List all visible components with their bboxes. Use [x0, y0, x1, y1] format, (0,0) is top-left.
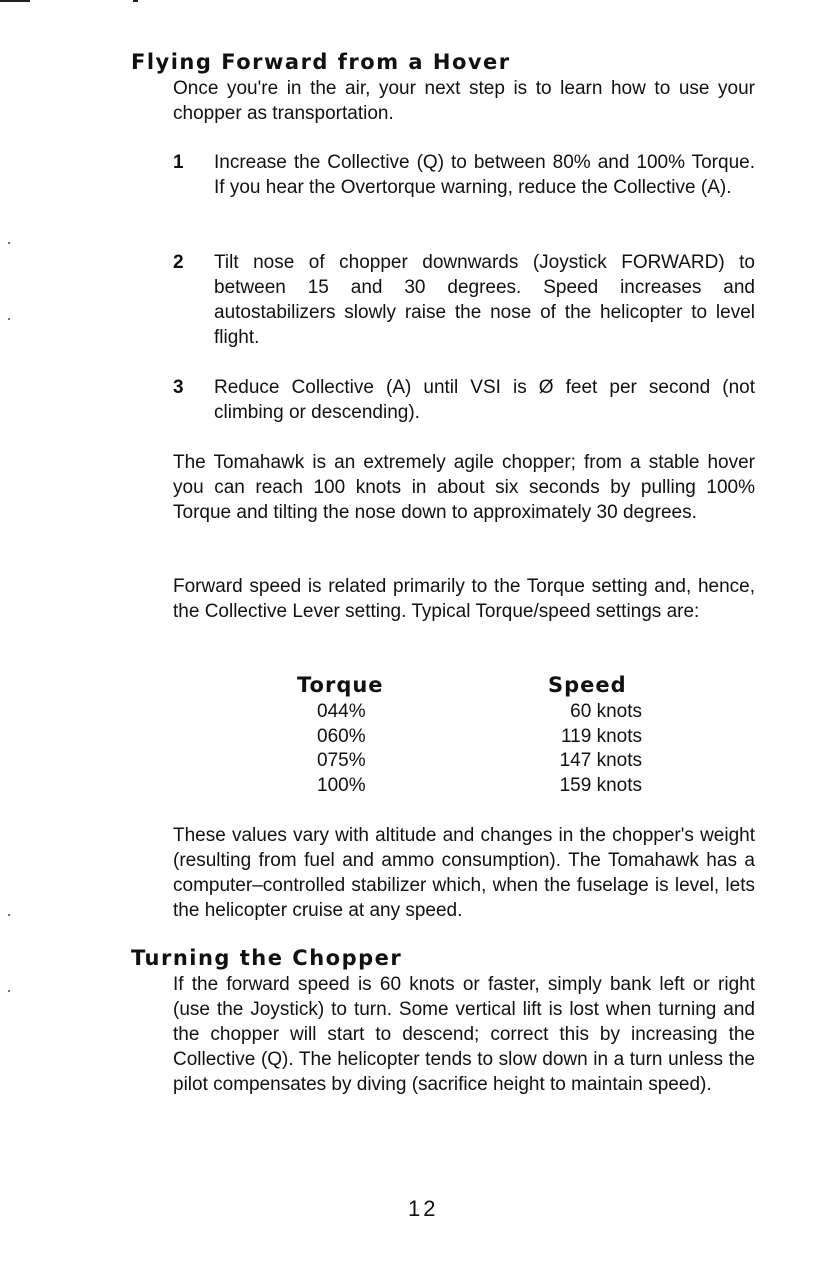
step-number: 2: [173, 252, 184, 273]
table-cell-torque: 044%: [317, 701, 366, 722]
table-cell-torque: 075%: [317, 750, 366, 771]
table-header-torque: Torque: [297, 673, 384, 697]
scan-dot: [8, 990, 10, 992]
step-number: 3: [173, 377, 184, 398]
step-number: 1: [173, 152, 184, 173]
turning-paragraph: If the forward speed is 60 knots or faster, simply bank left or right (use the Joystick) to turn. Some vertical lift is lost when turning and the chopper will start to descend; correct this by increasing the Collective (Q). The helicopter tends to slow down in a turn unless the pilot compensates by diving (sacrifice height to maintain speed).: [173, 974, 755, 1095]
table-header-speed: Speed: [548, 673, 627, 697]
scan-mark: [133, 0, 138, 2]
step-text: Increase the Collective (Q) to between 80% and 100% Torque. If you hear the Overtorque warning, reduce the Collective (A).: [214, 152, 755, 198]
step-text: Tilt nose of chopper downwards (Joystick FORWARD) to between 15 and 30 degrees. Speed increases and autostabilizers slowly raise the nose of the helicopter to level flight.: [214, 252, 755, 348]
table-cell-speed: 159 knots: [559, 774, 642, 796]
table-cell-torque: 060%: [317, 725, 366, 747]
torque-column: [317, 700, 366, 798]
scan-mark: [0, 0, 30, 2]
table-cell-speed: 147 knots: [559, 750, 642, 771]
agility-paragraph: The Tomahawk is an extremely agile chopper; from a stable hover you can reach 100 knots in about six seconds by pulling 100% Torque and tilting the nose down to approximately 30 degrees.: [173, 452, 755, 523]
page-number: 12: [408, 1196, 439, 1221]
step-text: Reduce Collective (A) until VSI is Ø feet per second (not climbing or descending).: [214, 377, 755, 423]
intro-paragraph: Once you're in the air, your next step is to learn how to use your chopper as transportation.: [173, 78, 755, 124]
torque-speed-paragraph: Forward speed is related primarily to the Torque setting and, hence, the Collective Lever setting. Typical Torque/speed settings are:: [173, 576, 755, 622]
scan-dot: [8, 914, 10, 916]
section-title-turning: Turning the Chopper: [131, 946, 403, 970]
table-cell-torque: 100%: [317, 774, 366, 796]
variation-paragraph: These values vary with altitude and changes in the chopper's weight (resulting from fuel and ammo consumption). The Tomahawk has a computer–controlled stabilizer which, when the fuselage is level, lets the helicopter cruise at any speed.: [173, 825, 755, 921]
speed-column: [548, 700, 642, 798]
scan-dot: [8, 242, 10, 244]
scan-dot: [8, 318, 10, 320]
table-cell-speed: 60 knots: [570, 701, 642, 722]
table-cell-speed: 119 knots: [561, 725, 642, 747]
section-title-flying-forward: Flying Forward from a Hover: [131, 50, 511, 74]
